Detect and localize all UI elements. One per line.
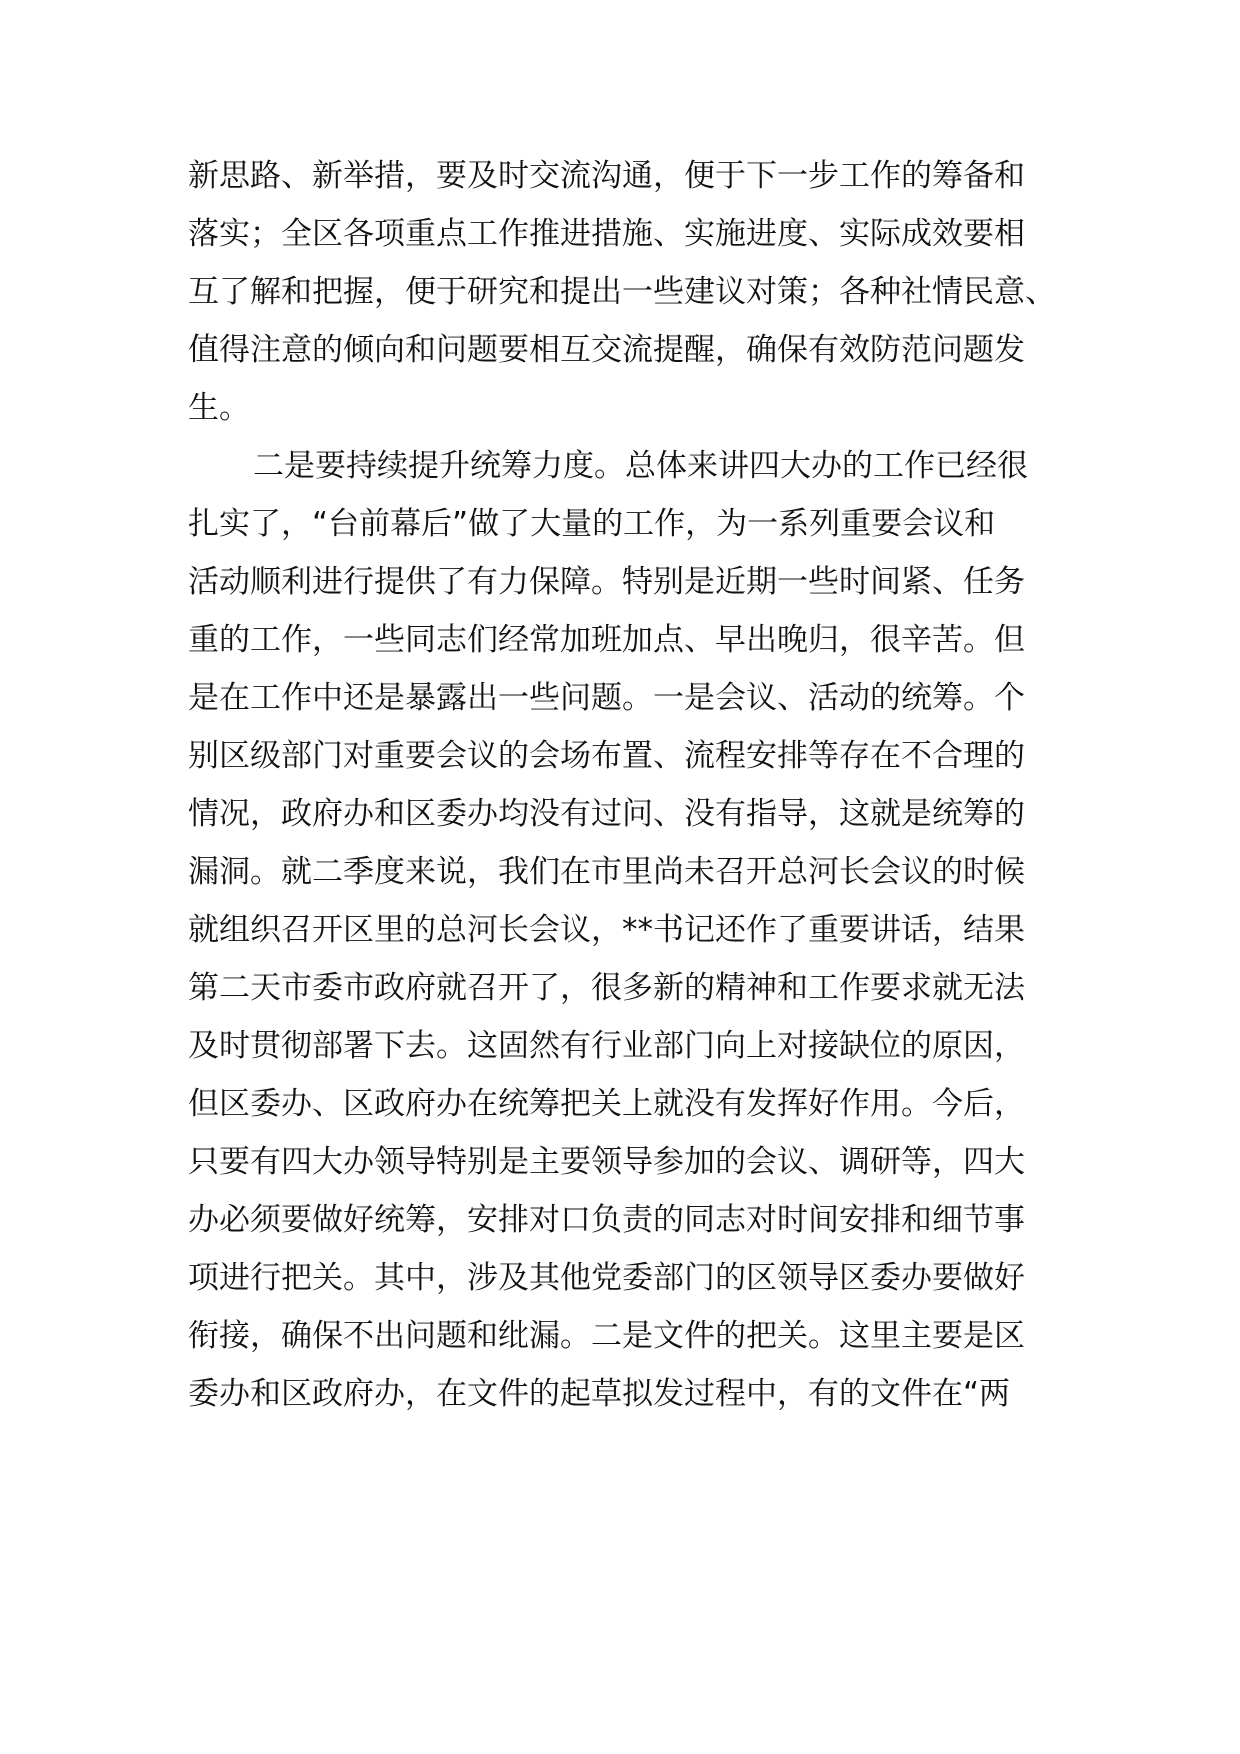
text-line-1: 新思路、新举措，要及时交流沟通，便于下一步工作的筹备和	[188, 158, 1025, 194]
text-line-20: 项进行把关。其中，涉及其他党委部门的区领导区委办要做好	[188, 1260, 1025, 1296]
text-line-15: 第二天市委市政府就召开了，很多新的精神和工作要求就无法	[188, 970, 1025, 1006]
text-line-13: 漏洞。就二季度来说，我们在市里尚未召开总河长会议的时候	[188, 854, 1025, 890]
text-line-17: 但区委办、区政府办在统筹把关上就没有发挥好作用。今后，	[188, 1086, 1025, 1122]
text-line-6: 二是要持续提升统筹力度。总体来讲四大办的工作已经很	[253, 448, 1028, 484]
text-line-2: 落实；全区各项重点工作推进措施、实施进度、实际成效要相	[188, 216, 1025, 252]
text-line-11: 别区级部门对重要会议的会场布置、流程安排等存在不合理的	[188, 738, 1025, 774]
text-line-14: 就组织召开区里的总河长会议，**书记还作了重要讲话，结果	[188, 912, 1025, 948]
text-line-12: 情况，政府办和区委办均没有过问、没有指导，这就是统筹的	[188, 796, 1025, 832]
text-line-5: 生。	[188, 390, 250, 426]
text-line-21: 衔接，确保不出问题和纰漏。二是文件的把关。这里主要是区	[188, 1318, 1025, 1354]
text-line-7: 扎实了，“台前幕后”做了大量的工作，为一系列重要会议和	[188, 506, 996, 542]
text-line-18: 只要有四大办领导特别是主要领导参加的会议、调研等，四大	[188, 1144, 1025, 1180]
text-line-22: 委办和区政府办，在文件的起草拟发过程中，有的文件在“两	[188, 1376, 1011, 1412]
text-line-10: 是在工作中还是暴露出一些问题。一是会议、活动的统筹。个	[188, 680, 1025, 716]
text-line-4: 值得注意的倾向和问题要相互交流提醒，确保有效防范问题发	[188, 332, 1025, 368]
text-line-16: 及时贯彻部署下去。这固然有行业部门向上对接缺位的原因，	[188, 1028, 1025, 1064]
text-line-8: 活动顺利进行提供了有力保障。特别是近期一些时间紧、任务	[188, 564, 1025, 600]
text-line-3: 互了解和把握，便于研究和提出一些建议对策；各种社情民意、	[188, 274, 1056, 310]
text-line-19: 办必须要做好统筹，安排对口负责的同志对时间安排和细节事	[188, 1202, 1025, 1238]
text-line-9: 重的工作，一些同志们经常加班加点、早出晚归，很辛苦。但	[188, 622, 1025, 658]
